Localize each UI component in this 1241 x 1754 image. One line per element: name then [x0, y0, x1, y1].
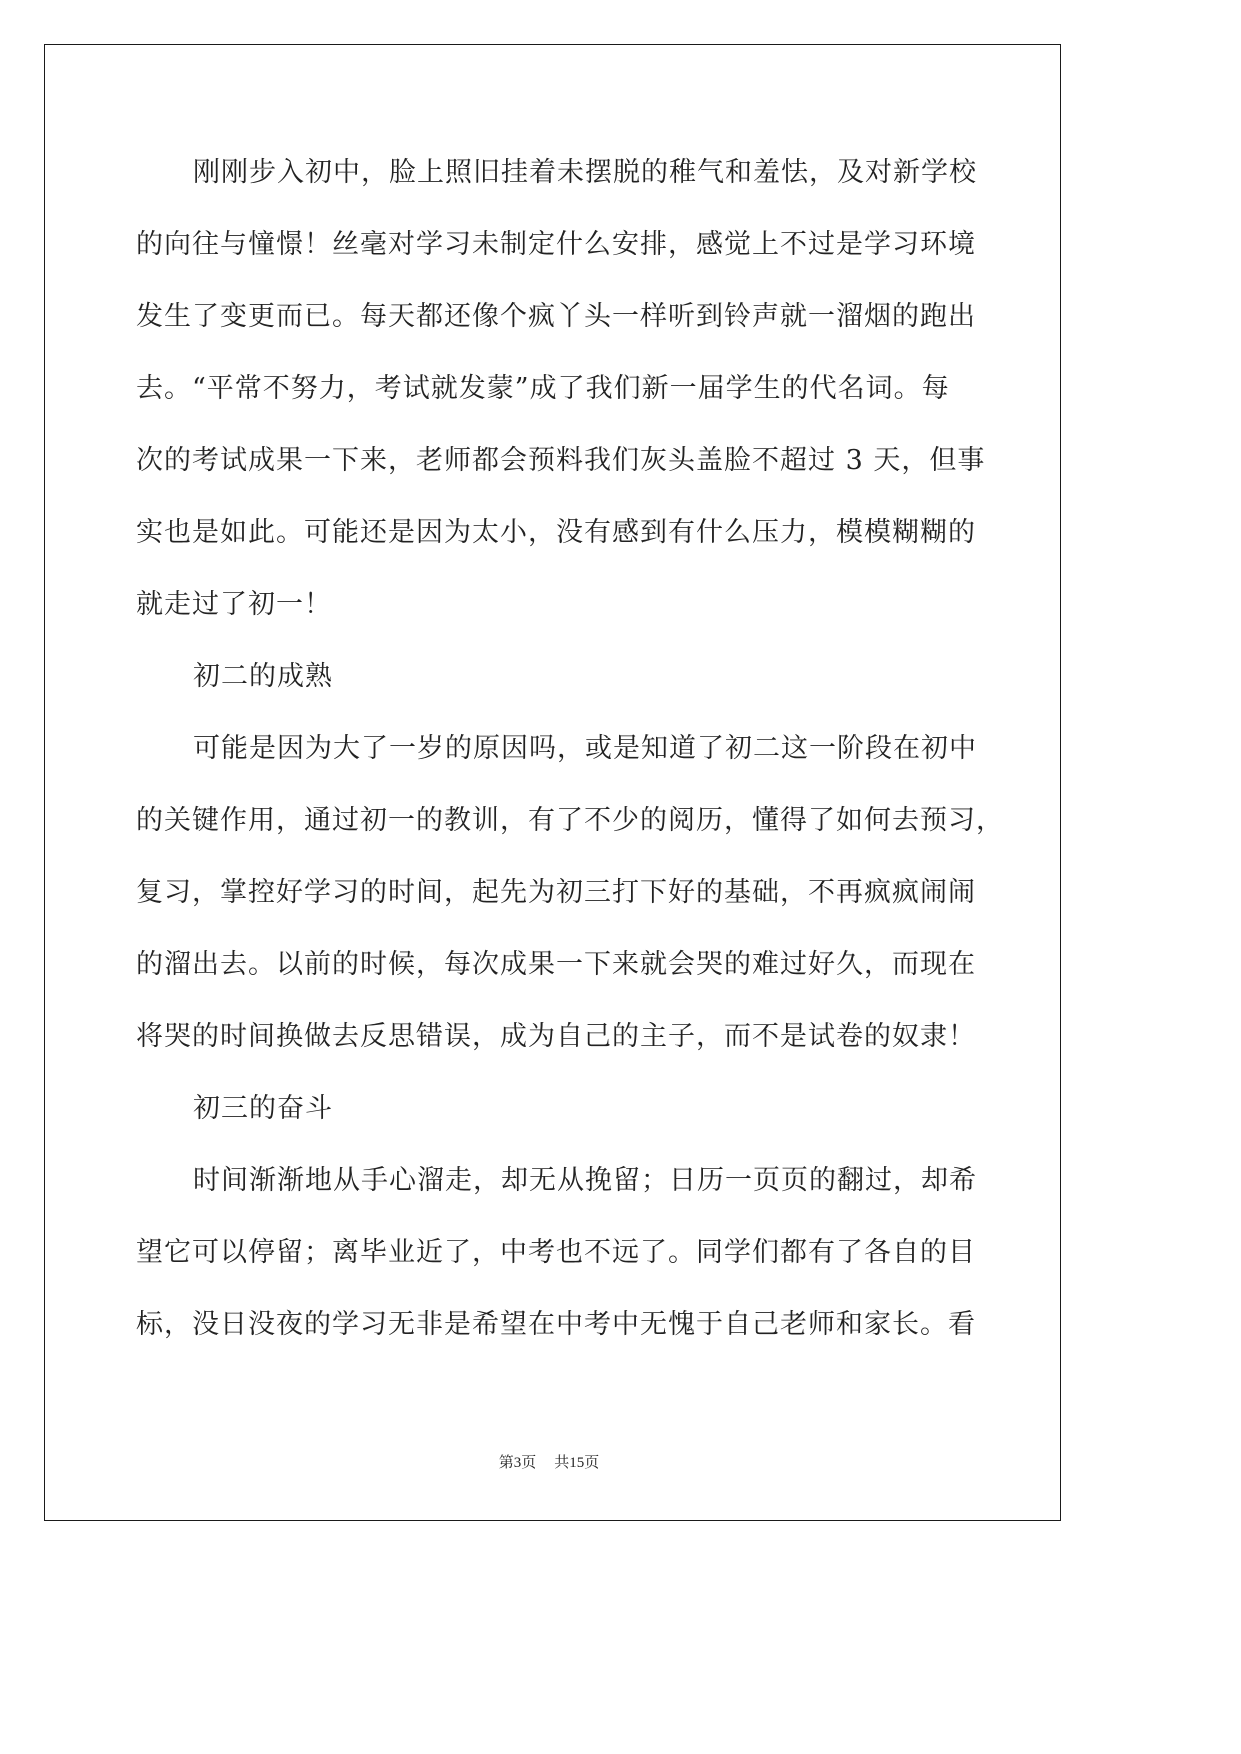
body-line-13: 将哭的时间换做去反思错误，成为自己的主子，而不是试卷的奴隶！	[136, 1021, 976, 1052]
section-heading-grade-three: 初三的奋斗	[193, 1093, 333, 1124]
body-line-9: 可能是因为大了一岁的原因吗，或是知道了初二这一阶段在初中	[193, 733, 977, 764]
body-line-16: 望它可以停留；离毕业近了，中考也不远了。同学们都有了各自的目	[136, 1237, 976, 1268]
page-footer	[0, 1453, 1098, 1473]
body-line-1: 刚刚步入初中，脸上照旧挂着未摆脱的稚气和羞怯，及对新学校	[193, 157, 977, 188]
body-line-3: 发生了变更而已。每天都还像个疯丫头一样听到铃声就一溜烟的跑出	[136, 301, 976, 332]
body-line-12: 的溜出去。以前的时候，每次成果一下来就会哭的难过好久，而现在	[136, 949, 976, 980]
page-border	[44, 44, 1061, 1521]
body-line-4: 去。“平常不努力，考试就发蒙”成了我们新一届学生的代名词。每	[136, 373, 950, 404]
section-heading-grade-two: 初二的成熟	[193, 661, 333, 692]
body-line-7: 就走过了初一！	[136, 589, 332, 620]
body-line-2: 的向往与憧憬！丝毫对学习未制定什么安排，感觉上不过是学习环境	[136, 229, 976, 260]
page-number: 第3页	[498, 1455, 537, 1471]
body-line-5: 次的考试成果一下来，老师都会预料我们灰头盖脸不超过 3 天，但事	[136, 445, 986, 476]
body-line-17: 标，没日没夜的学习无非是希望在中考中无愧于自己老师和家长。看	[136, 1309, 976, 1340]
body-line-15: 时间渐渐地从手心溜走，却无从挽留；日历一页页的翻过，却希	[193, 1165, 977, 1196]
body-line-10: 的关键作用，通过初一的教训，有了不少的阅历，懂得了如何去预习，	[136, 805, 1004, 836]
body-line-6: 实也是如此。可能还是因为太小，没有感到有什么压力，模模糊糊的	[136, 517, 976, 548]
page-total: 共15页	[554, 1455, 600, 1471]
body-line-11: 复习，掌控好学习的时间，起先为初三打下好的基础，不再疯疯闹闹	[136, 877, 976, 908]
